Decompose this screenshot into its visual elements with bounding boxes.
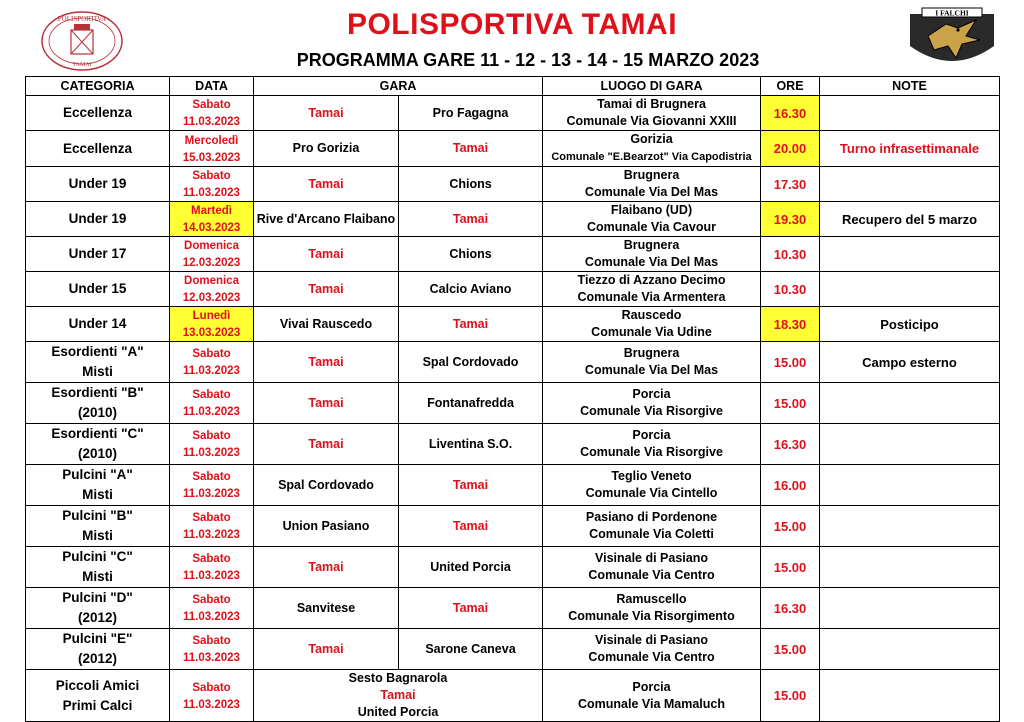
category-name: Pulcini "C" [62,549,133,564]
category-cell [26,131,170,167]
date-value: 11.03.2023 [183,611,240,623]
venue-cell [543,237,761,272]
away-team: Chions [399,167,543,202]
away-team: Tamai [399,202,543,237]
venue-cell [543,424,761,465]
table-row [26,547,1000,588]
venue-address: Comunale Via Del Mas [584,255,719,269]
day-name: Lunedì [192,310,231,322]
date-value: 14.03.2023 [182,222,241,234]
table-row [26,670,1000,722]
date-cell [170,506,254,547]
table-row [26,167,1000,202]
time-cell: 19.30 [761,202,820,237]
venue-town: Brugnera [623,168,680,182]
category-cell [26,342,170,383]
home-team: Vivai Rauscedo [254,307,399,342]
venue-address: Comunale "E.Bearzot" Via Capodistria [551,151,752,163]
venue-town: Flaibano (UD) [610,203,693,217]
away-team: Calcio Aviano [399,272,543,307]
date-value: 11.03.2023 [183,365,240,377]
time-cell: 15.00 [761,383,820,424]
away-team: Chions [399,237,543,272]
home-team: Rive d'Arcano Flaibano [254,202,399,237]
venue-address: Comunale Via Risorgive [580,404,723,418]
venue-cell [543,342,761,383]
category-cell [26,670,170,722]
category-name: Under 19 [68,176,127,191]
date-value: 11.03.2023 [183,447,240,459]
venue-town: Brugnera [623,346,680,360]
category-sub: (2010) [77,405,118,420]
category-cell [26,506,170,547]
schedule-table [25,76,1000,722]
table-row [26,237,1000,272]
table-row [26,506,1000,547]
category-sub: (2012) [77,610,118,625]
category-name: Esordienti "A" [51,344,144,359]
page-subtitle: PROGRAMMA GARE 11 - 12 - 13 - 14 - 15 MARZO 2023 [296,50,760,70]
category-cell [26,547,170,588]
header-ore: ORE [761,77,820,96]
home-team: Union Pasiano [254,506,399,547]
category-cell [26,237,170,272]
venue-cell [543,202,761,237]
day-name: Sabato [192,681,231,694]
note-cell [820,547,1000,588]
table-row [26,465,1000,506]
category-name: Under 17 [68,246,127,261]
away-team: Tamai [399,307,543,342]
note-cell: Recupero del 5 marzo [820,202,1000,237]
away-team: Tamai [399,131,543,167]
venue-town: Tiezzo di Azzano Decimo [577,273,726,287]
date-cell [170,167,254,202]
note-cell [820,272,1000,307]
venue-town: Visinale di Pasiano [594,551,708,565]
category-sub: (2010) [77,446,118,461]
table-row [26,272,1000,307]
venue-town: Ramuscello [616,592,687,606]
venue-town: Porcia [632,428,671,442]
day-name: Sabato [192,348,231,360]
home-team: Tamai [254,272,399,307]
header-note: NOTE [820,77,1000,96]
category-name: Under 14 [68,316,127,331]
venue-town: Porcia [632,387,671,401]
date-cell [170,131,254,167]
team-3: United Porcia [357,705,439,719]
date-value: 11.03.2023 [183,570,240,582]
venue-cell [543,272,761,307]
venue-cell [543,670,761,722]
date-cell [170,307,254,342]
day-name: Sabato [192,389,231,401]
table-row [26,629,1000,670]
date-cell [170,383,254,424]
category-sub: (2012) [77,651,118,666]
day-name: Sabato [192,594,231,606]
category-name: Pulcini "E" [62,631,133,646]
venue-address: Comunale Via Del Mas [584,363,719,377]
logo-falchi-text: I FALCHI [935,8,969,18]
home-team: Tamai [254,167,399,202]
category-cell [26,465,170,506]
note-cell [820,96,1000,131]
venue-town: Teglio Veneto [611,469,692,483]
table-row [26,96,1000,131]
header-luogo: LUOGO DI GARA [543,77,761,96]
category-sub: Misti [82,487,113,502]
category-sub: Misti [82,528,113,543]
away-team: Tamai [399,465,543,506]
category-sub: Primi Calci [62,697,133,713]
venue-town: Visinale di Pasiano [594,633,708,647]
venue-town: Porcia [632,679,671,694]
venue-cell [543,383,761,424]
date-value: 11.03.2023 [183,652,240,664]
page-title: POLISPORTIVA TAMAI [346,8,678,41]
note-cell [820,237,1000,272]
day-name: Mercoledì [184,134,239,147]
venue-address: Comunale Via Giovanni XXIII [566,114,737,128]
venue-address: Comunale Via Armentera [577,290,726,304]
date-cell [170,96,254,131]
category-name: Under 19 [68,211,127,226]
date-cell [170,629,254,670]
table-row [26,202,1000,237]
time-cell: 10.30 [761,272,820,307]
date-cell [170,547,254,588]
away-team: United Porcia [399,547,543,588]
category-name: Eccellenza [62,105,133,120]
note-cell [820,588,1000,629]
venue-cell [543,506,761,547]
away-team: Tamai [399,588,543,629]
logo-text-top: POLISPORTIVA [57,15,107,23]
category-sub: Misti [82,569,113,584]
away-team: Pro Fagagna [399,96,543,131]
note-cell: Campo esterno [820,342,1000,383]
home-team: Tamai [254,424,399,465]
table-row [26,588,1000,629]
note-cell: Turno infrasettimanale [820,131,1000,167]
day-name: Sabato [192,471,231,483]
home-team: Tamai [254,629,399,670]
team-1: Sesto Bagnarola [348,671,448,685]
day-name: Domenica [184,275,239,287]
time-cell: 16.30 [761,588,820,629]
date-cell [170,202,254,237]
home-team: Tamai [254,383,399,424]
category-name: Pulcini "B" [62,508,133,523]
away-team: Sarone Caneva [399,629,543,670]
venue-address: Comunale Via Cintello [585,486,718,500]
table-row [26,342,1000,383]
venue-address: Comunale Via Del Mas [584,185,719,199]
day-name: Sabato [192,635,231,647]
venue-cell [543,629,761,670]
header-data: DATA [170,77,254,96]
date-cell [170,272,254,307]
home-team: Tamai [254,342,399,383]
time-cell: 15.00 [761,670,820,722]
date-cell [170,342,254,383]
date-value: 11.03.2023 [183,698,240,711]
venue-address: Comunale Via Cavour [587,220,716,234]
category-name: Esordienti "B" [51,385,144,400]
home-team: Tamai [254,547,399,588]
date-cell [170,465,254,506]
note-cell [820,167,1000,202]
multi-team-cell [254,670,543,722]
date-value: 11.03.2023 [183,116,240,128]
venue-address: Comunale Via Risorgive [580,445,723,459]
logo-text-bottom: TAMAI [72,62,92,68]
venue-cell [543,96,761,131]
category-cell [26,588,170,629]
date-cell [170,424,254,465]
time-cell: 15.00 [761,629,820,670]
category-name: Under 15 [68,281,127,296]
time-cell: 16.30 [761,96,820,131]
venue-cell [543,465,761,506]
table-row [26,383,1000,424]
note-cell [820,424,1000,465]
time-cell: 16.00 [761,465,820,506]
note-cell [820,670,1000,722]
category-cell [26,167,170,202]
category-cell [26,96,170,131]
home-team: Sanvitese [254,588,399,629]
category-name: Pulcini "D" [62,590,133,605]
team-2: Tamai [380,688,416,702]
venue-address: Comunale Via Coletti [589,527,714,541]
away-team: Spal Cordovado [399,342,543,383]
note-cell [820,383,1000,424]
category-cell [26,307,170,342]
category-name: Esordienti "C" [51,426,144,441]
venue-address: Comunale Via Mamaluch [577,696,726,711]
date-value: 12.03.2023 [182,257,241,269]
venue-address: Comunale Via Centro [588,650,715,664]
note-cell [820,629,1000,670]
home-team: Pro Gorizia [254,131,399,167]
venue-town: Gorizia [630,132,673,146]
category-name: Pulcini "A" [62,467,133,482]
day-name: Sabato [192,99,231,111]
home-team: Tamai [254,237,399,272]
date-cell [170,670,254,722]
category-cell [26,383,170,424]
time-cell: 17.30 [761,167,820,202]
away-team: Tamai [399,506,543,547]
category-cell [26,272,170,307]
date-cell [170,588,254,629]
time-cell: 15.00 [761,547,820,588]
header-categoria: CATEGORIA [26,77,170,96]
date-value: 15.03.2023 [182,151,241,164]
venue-address: Comunale Via Centro [588,568,715,582]
header-gara: GARA [254,77,543,96]
venue-cell [543,547,761,588]
category-name: Eccellenza [62,140,133,156]
day-name: Domenica [184,240,239,252]
table-row [26,131,1000,167]
date-value: 11.03.2023 [183,406,240,418]
date-value: 12.03.2023 [182,292,241,304]
note-cell: Posticipo [820,307,1000,342]
day-name: Sabato [192,170,231,182]
category-cell [26,424,170,465]
table-header-row [26,77,1000,96]
day-name: Sabato [192,553,231,565]
note-cell [820,506,1000,547]
time-cell: 20.00 [761,131,820,167]
venue-town: Brugnera [623,238,680,252]
category-cell [26,629,170,670]
date-value: 11.03.2023 [183,187,240,199]
day-name: Martedì [191,205,232,217]
time-cell: 10.30 [761,237,820,272]
home-team: Tamai [254,96,399,131]
venue-address: Comunale Via Risorgimento [568,609,735,623]
time-cell: 15.00 [761,342,820,383]
time-cell: 15.00 [761,506,820,547]
table-row [26,307,1000,342]
day-name: Sabato [192,430,231,442]
away-team: Fontanafredda [399,383,543,424]
table-row [26,424,1000,465]
date-value: 11.03.2023 [183,529,240,541]
venue-cell [543,307,761,342]
home-team: Spal Cordovado [254,465,399,506]
venue-town: Tamai di Brugnera [597,97,706,111]
note-cell [820,465,1000,506]
date-value: 13.03.2023 [182,327,241,339]
day-name: Sabato [192,512,231,524]
time-cell: 18.30 [761,307,820,342]
category-name: Piccoli Amici [55,677,140,693]
date-value: 11.03.2023 [183,488,240,500]
away-team: Liventina S.O. [399,424,543,465]
category-cell [26,202,170,237]
venue-town: Rauscedo [621,308,682,322]
venue-town: Pasiano di Pordenone [585,510,718,524]
venue-cell [543,167,761,202]
category-sub: Misti [82,364,113,379]
date-cell [170,237,254,272]
venue-cell [543,588,761,629]
time-cell: 16.30 [761,424,820,465]
venue-address: Comunale Via Udine [591,325,712,339]
venue-cell [543,131,761,167]
